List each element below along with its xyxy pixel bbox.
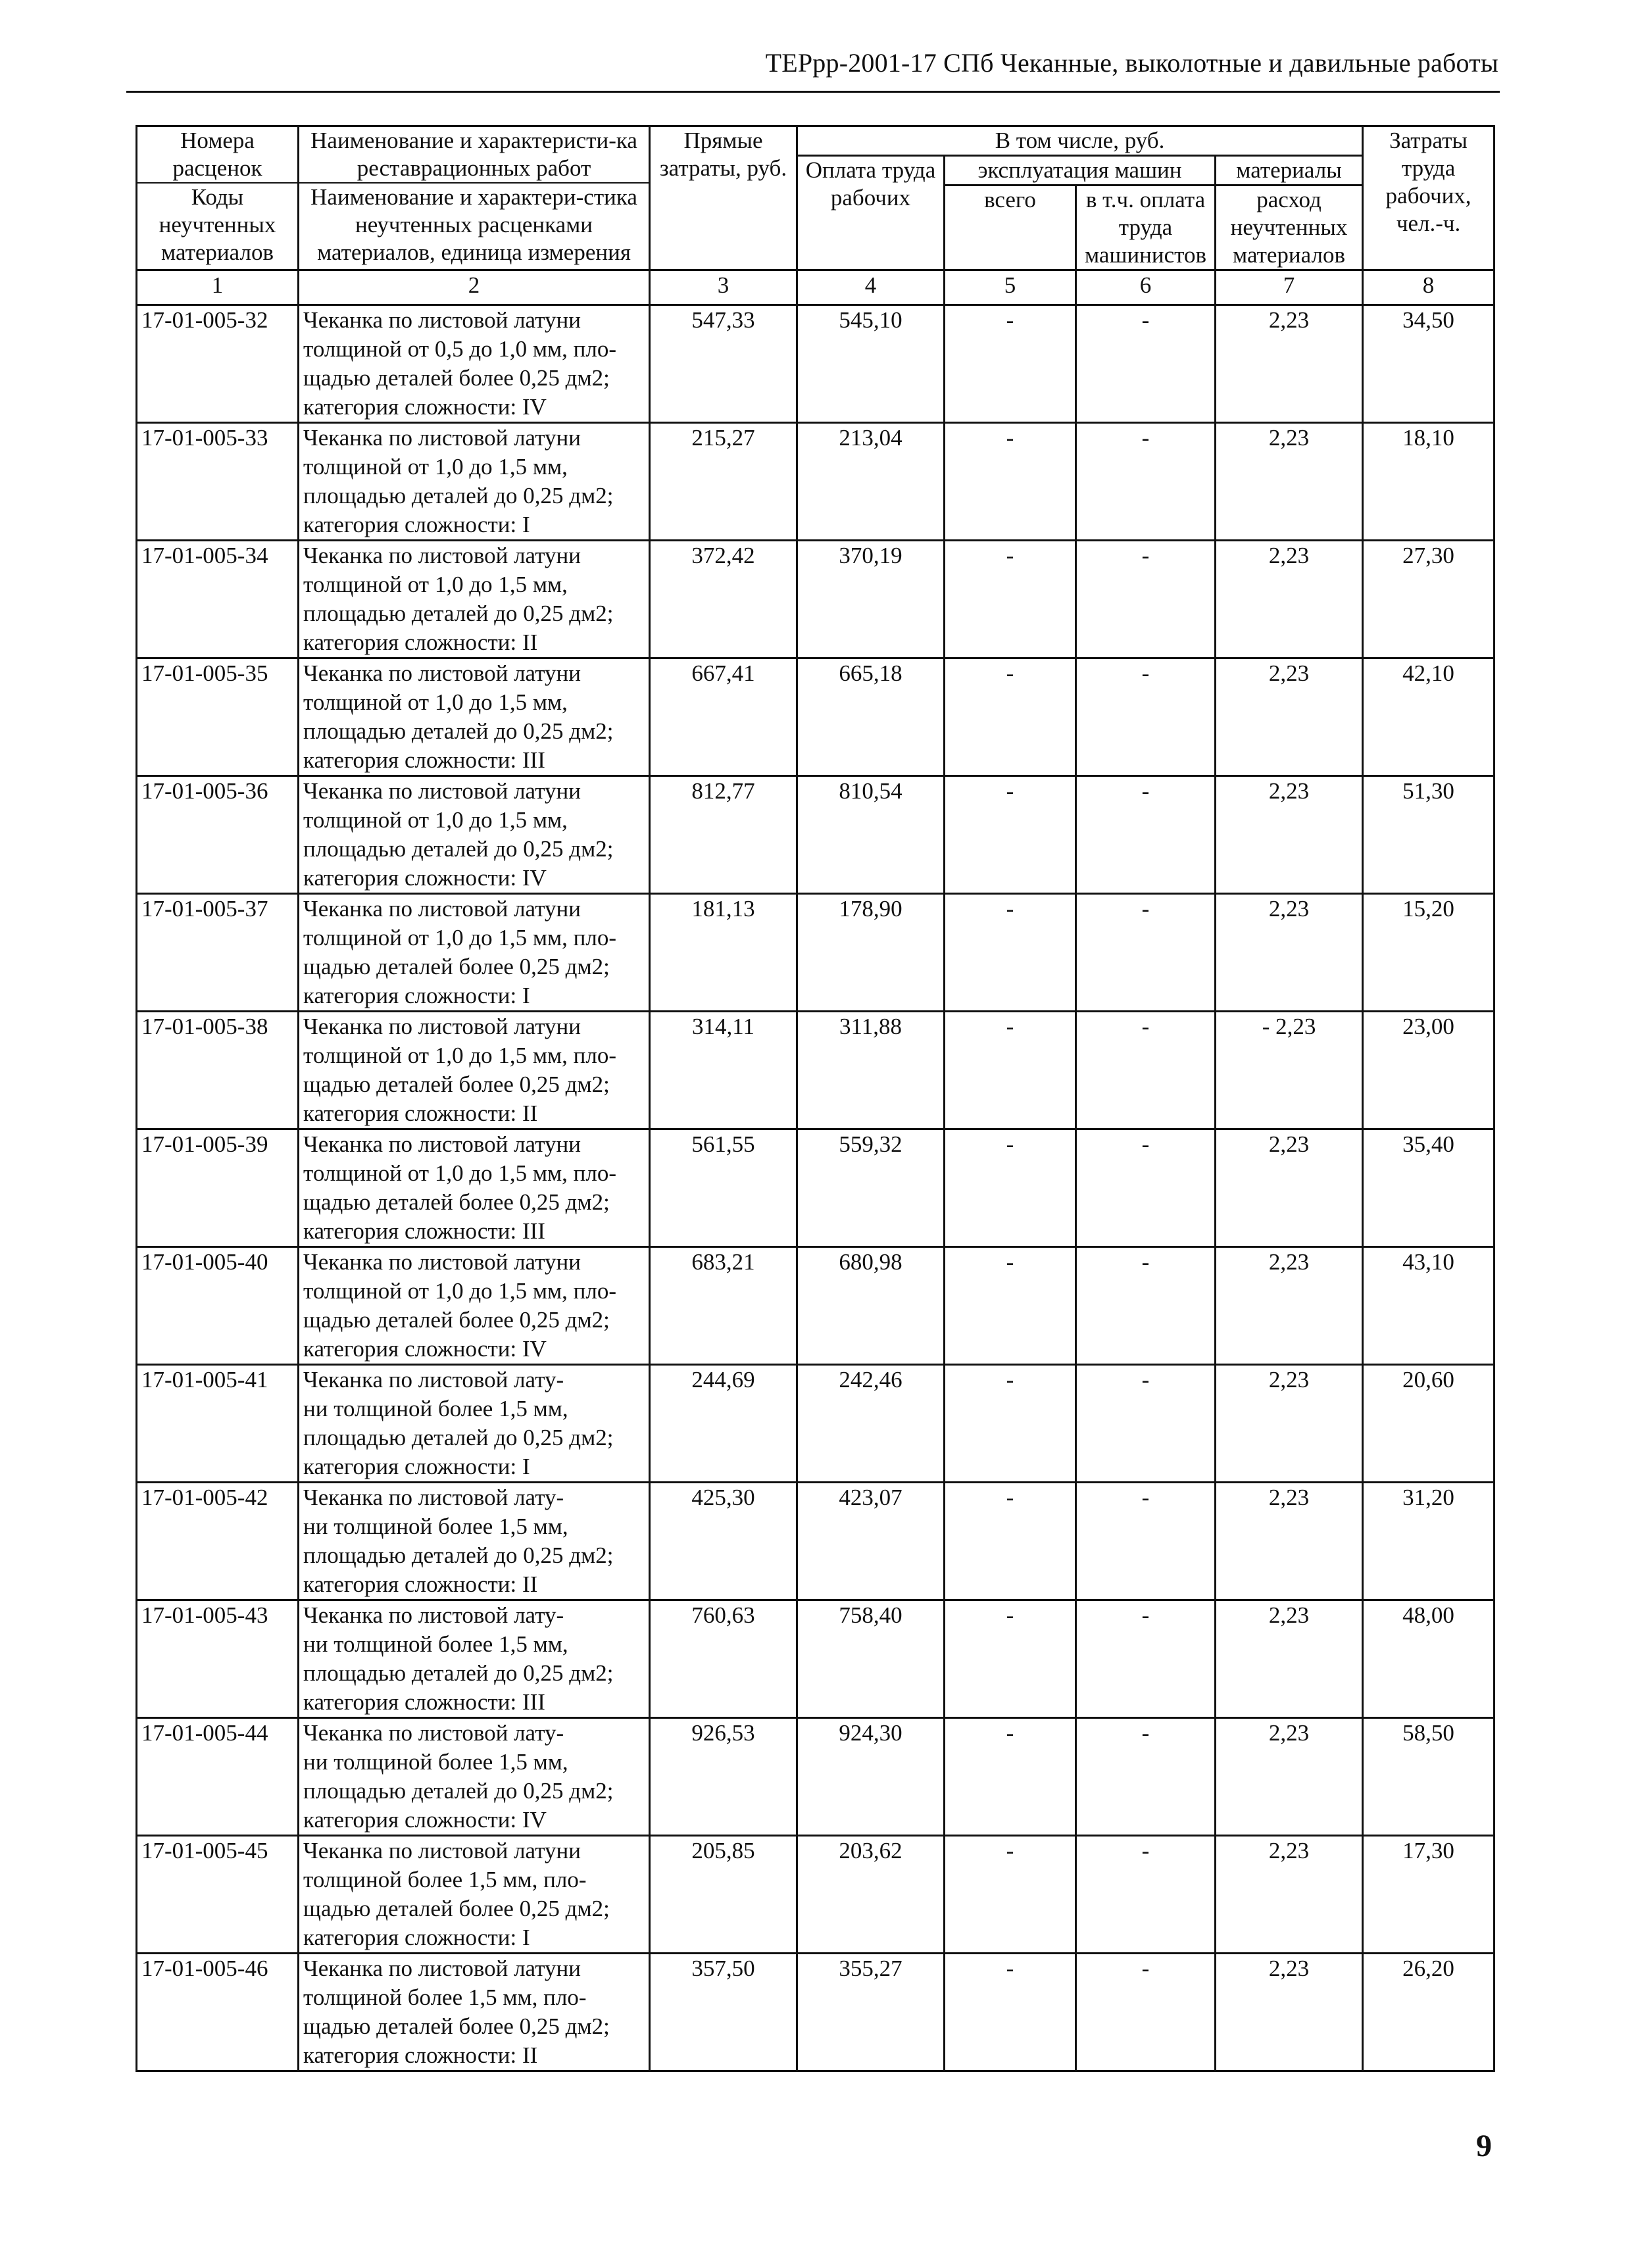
header-col2-top: Наименование и характеристи-ка реставрационных работ <box>310 128 637 181</box>
rate-description-cell: Чеканка по листовой латуни толщиной от 1,0 до 1,5 мм, пло- щадью деталей более 0,25 дм2; категория сложности: III <box>299 1129 650 1247</box>
machines-total-cell: - <box>945 1483 1076 1600</box>
rate-description-cell: Чеканка по листовой лату- ни толщиной более 1,5 мм, площадью деталей до 0,25 дм2; категория сложности: II <box>299 1483 650 1600</box>
labor-pay-cell: 680,98 <box>797 1247 945 1365</box>
header-col2 <box>299 126 650 270</box>
column-number: 7 <box>1216 270 1363 305</box>
column-number: 5 <box>945 270 1076 305</box>
machines-total-cell: - <box>945 1365 1076 1483</box>
rate-code-cell: 17-01-005-36 <box>137 776 299 894</box>
header-col4: Оплата труда рабочих <box>797 156 945 270</box>
materials-cost-cell: 2,23 <box>1216 423 1363 541</box>
direct-costs-cell: 215,27 <box>650 423 797 541</box>
direct-costs-cell: 812,77 <box>650 776 797 894</box>
labor-pay-cell: 203,62 <box>797 1836 945 1954</box>
rate-code-cell: 17-01-005-44 <box>137 1718 299 1836</box>
rate-code-cell: 17-01-005-42 <box>137 1483 299 1600</box>
direct-costs-cell: 372,42 <box>650 541 797 658</box>
labor-hours-cell: 58,50 <box>1363 1718 1494 1836</box>
rate-description-cell: Чеканка по листовой латуни толщиной от 1,0 до 1,5 мм, площадью деталей до 0,25 дм2; категория сложности: III <box>299 658 650 776</box>
rate-code-cell: 17-01-005-46 <box>137 1954 299 2071</box>
direct-costs-cell: 205,85 <box>650 1836 797 1954</box>
table-row <box>137 776 1494 894</box>
machinists-pay-cell: - <box>1076 776 1216 894</box>
materials-cost-cell: 2,23 <box>1216 1129 1363 1247</box>
direct-costs-cell: 683,21 <box>650 1247 797 1365</box>
rate-description-cell: Чеканка по листовой латуни толщиной более 1,5 мм, пло- щадью деталей более 0,25 дм2; категория сложности: I <box>299 1836 650 1954</box>
table-row <box>137 1954 1494 2071</box>
column-number: 3 <box>650 270 797 305</box>
table-body <box>137 305 1494 2071</box>
machinists-pay-cell: - <box>1076 1129 1216 1247</box>
machines-total-cell: - <box>945 1600 1076 1718</box>
header-rule <box>126 91 1500 93</box>
rate-code-cell: 17-01-005-35 <box>137 658 299 776</box>
rate-code-cell: 17-01-005-43 <box>137 1600 299 1718</box>
direct-costs-cell: 760,63 <box>650 1600 797 1718</box>
materials-cost-cell: 2,23 <box>1216 894 1363 1012</box>
labor-pay-cell: 355,27 <box>797 1954 945 2071</box>
machinists-pay-cell: - <box>1076 1954 1216 2071</box>
labor-pay-cell: 370,19 <box>797 541 945 658</box>
materials-cost-cell: 2,23 <box>1216 1365 1363 1483</box>
materials-cost-cell: - 2,23 <box>1216 1012 1363 1129</box>
machinists-pay-cell: - <box>1076 1365 1216 1483</box>
materials-cost-cell: 2,23 <box>1216 1600 1363 1718</box>
rate-description-cell: Чеканка по листовой латуни толщиной от 1,0 до 1,5 мм, пло- щадью деталей более 0,25 дм2; категория сложности: I <box>299 894 650 1012</box>
column-number: 1 <box>137 270 299 305</box>
materials-cost-cell: 2,23 <box>1216 1954 1363 2071</box>
rate-code-cell: 17-01-005-32 <box>137 305 299 423</box>
machines-total-cell: - <box>945 1247 1076 1365</box>
header-group-materials: материалы <box>1216 156 1363 185</box>
table-row <box>137 894 1494 1012</box>
rate-code-cell: 17-01-005-40 <box>137 1247 299 1365</box>
machines-total-cell: - <box>945 423 1076 541</box>
table-row <box>137 658 1494 776</box>
table-row <box>137 541 1494 658</box>
direct-costs-cell: 561,55 <box>650 1129 797 1247</box>
machines-total-cell: - <box>945 1836 1076 1954</box>
column-number: 6 <box>1076 270 1216 305</box>
machinists-pay-cell: - <box>1076 658 1216 776</box>
machinists-pay-cell: - <box>1076 1012 1216 1129</box>
header-col8: Затраты труда рабочих, чел.-ч. <box>1363 126 1494 270</box>
materials-cost-cell: 2,23 <box>1216 1718 1363 1836</box>
rate-description-cell: Чеканка по листовой латуни толщиной от 1,0 до 1,5 мм, площадью деталей до 0,25 дм2; категория сложности: I <box>299 423 650 541</box>
materials-cost-cell: 2,23 <box>1216 541 1363 658</box>
labor-pay-cell: 311,88 <box>797 1012 945 1129</box>
header-col6: в т.ч. оплата труда машинистов <box>1076 185 1216 270</box>
machines-total-cell: - <box>945 658 1076 776</box>
labor-pay-cell: 758,40 <box>797 1600 945 1718</box>
header-col7: расход неучтенных материалов <box>1216 185 1363 270</box>
labor-hours-cell: 26,20 <box>1363 1954 1494 2071</box>
rate-code-cell: 17-01-005-34 <box>137 541 299 658</box>
machines-total-cell: - <box>945 1012 1076 1129</box>
machines-total-cell: - <box>945 541 1076 658</box>
labor-hours-cell: 34,50 <box>1363 305 1494 423</box>
materials-cost-cell: 2,23 <box>1216 305 1363 423</box>
labor-hours-cell: 23,00 <box>1363 1012 1494 1129</box>
rate-description-cell: Чеканка по листовой латуни толщиной от 1,0 до 1,5 мм, пло- щадью деталей более 0,25 дм2; категория сложности: II <box>299 1012 650 1129</box>
labor-hours-cell: 18,10 <box>1363 423 1494 541</box>
machinists-pay-cell: - <box>1076 1600 1216 1718</box>
header-col5: всего <box>945 185 1076 270</box>
direct-costs-cell: 357,50 <box>650 1954 797 2071</box>
column-number: 8 <box>1363 270 1494 305</box>
header-col1 <box>137 126 299 270</box>
table-row <box>137 1483 1494 1600</box>
table-row <box>137 1718 1494 1836</box>
rate-description-cell: Чеканка по листовой латуни толщиной более 1,5 мм, пло- щадью деталей более 0,25 дм2; категория сложности: II <box>299 1954 650 2071</box>
machinists-pay-cell: - <box>1076 423 1216 541</box>
labor-hours-cell: 43,10 <box>1363 1247 1494 1365</box>
header-col2-bottom: Наименование и характери-стика неучтенных расценками материалов, единица измерения <box>299 182 649 266</box>
column-numbers-row <box>137 270 1494 305</box>
page-number: 9 <box>1476 2129 1492 2163</box>
labor-pay-cell: 178,90 <box>797 894 945 1012</box>
machines-total-cell: - <box>945 305 1076 423</box>
header-group-including: В том числе, руб. <box>797 126 1363 156</box>
rates-table <box>136 125 1495 2072</box>
direct-costs-cell: 314,11 <box>650 1012 797 1129</box>
direct-costs-cell: 547,33 <box>650 305 797 423</box>
labor-pay-cell: 665,18 <box>797 658 945 776</box>
machinists-pay-cell: - <box>1076 1718 1216 1836</box>
labor-hours-cell: 51,30 <box>1363 776 1494 894</box>
table-row <box>137 1365 1494 1483</box>
labor-hours-cell: 27,30 <box>1363 541 1494 658</box>
rate-code-cell: 17-01-005-37 <box>137 894 299 1012</box>
labor-hours-cell: 42,10 <box>1363 658 1494 776</box>
materials-cost-cell: 2,23 <box>1216 658 1363 776</box>
machinists-pay-cell: - <box>1076 894 1216 1012</box>
table-row <box>137 1012 1494 1129</box>
labor-hours-cell: 31,20 <box>1363 1483 1494 1600</box>
column-number: 2 <box>299 270 650 305</box>
rate-description-cell: Чеканка по листовой лату- ни толщиной более 1,5 мм, площадью деталей до 0,25 дм2; категория сложности: IV <box>299 1718 650 1836</box>
labor-hours-cell: 48,00 <box>1363 1600 1494 1718</box>
machinists-pay-cell: - <box>1076 1483 1216 1600</box>
materials-cost-cell: 2,23 <box>1216 1247 1363 1365</box>
rate-description-cell: Чеканка по листовой лату- ни толщиной более 1,5 мм, площадью деталей до 0,25 дм2; категория сложности: III <box>299 1600 650 1718</box>
materials-cost-cell: 2,23 <box>1216 776 1363 894</box>
labor-pay-cell: 545,10 <box>797 305 945 423</box>
header-col1-top: Номера расценок <box>172 128 262 181</box>
rate-description-cell: Чеканка по листовой латуни толщиной от 1,0 до 1,5 мм, пло- щадью деталей более 0,25 дм2; категория сложности: IV <box>299 1247 650 1365</box>
materials-cost-cell: 2,23 <box>1216 1483 1363 1600</box>
labor-pay-cell: 924,30 <box>797 1718 945 1836</box>
rate-code-cell: 17-01-005-41 <box>137 1365 299 1483</box>
labor-pay-cell: 810,54 <box>797 776 945 894</box>
machines-total-cell: - <box>945 776 1076 894</box>
labor-pay-cell: 213,04 <box>797 423 945 541</box>
machinists-pay-cell: - <box>1076 1247 1216 1365</box>
rate-code-cell: 17-01-005-38 <box>137 1012 299 1129</box>
labor-pay-cell: 423,07 <box>797 1483 945 1600</box>
direct-costs-cell: 667,41 <box>650 658 797 776</box>
header-group-machines: эксплуатация машин <box>945 156 1216 185</box>
machines-total-cell: - <box>945 1954 1076 2071</box>
table-row <box>137 305 1494 423</box>
table-row <box>137 423 1494 541</box>
table-row <box>137 1247 1494 1365</box>
table-row <box>137 1600 1494 1718</box>
rate-code-cell: 17-01-005-45 <box>137 1836 299 1954</box>
labor-hours-cell: 17,30 <box>1363 1836 1494 1954</box>
labor-hours-cell: 35,40 <box>1363 1129 1494 1247</box>
direct-costs-cell: 181,13 <box>650 894 797 1012</box>
direct-costs-cell: 244,69 <box>650 1365 797 1483</box>
header-col3: Прямые затраты, руб. <box>650 126 797 270</box>
labor-pay-cell: 242,46 <box>797 1365 945 1483</box>
machinists-pay-cell: - <box>1076 541 1216 658</box>
rate-description-cell: Чеканка по листовой латуни толщиной от 1,0 до 1,5 мм, площадью деталей до 0,25 дм2; категория сложности: II <box>299 541 650 658</box>
direct-costs-cell: 425,30 <box>650 1483 797 1600</box>
rate-code-cell: 17-01-005-33 <box>137 423 299 541</box>
rate-code-cell: 17-01-005-39 <box>137 1129 299 1247</box>
rate-description-cell: Чеканка по листовой латуни толщиной от 0,5 до 1,0 мм, пло- щадью деталей более 0,25 дм2; категория сложности: IV <box>299 305 650 423</box>
rate-description-cell: Чеканка по листовой лату- ни толщиной более 1,5 мм, площадью деталей до 0,25 дм2; категория сложности: I <box>299 1365 650 1483</box>
page-header-title: ТЕРрр-2001-17 СПб Чеканные, выколотные и давильные работы <box>765 48 1498 78</box>
labor-hours-cell: 20,60 <box>1363 1365 1494 1483</box>
machines-total-cell: - <box>945 1129 1076 1247</box>
machinists-pay-cell: - <box>1076 1836 1216 1954</box>
table-row <box>137 1836 1494 1954</box>
rate-description-cell: Чеканка по листовой латуни толщиной от 1,0 до 1,5 мм, площадью деталей до 0,25 дм2; категория сложности: IV <box>299 776 650 894</box>
column-number: 4 <box>797 270 945 305</box>
labor-hours-cell: 15,20 <box>1363 894 1494 1012</box>
direct-costs-cell: 926,53 <box>650 1718 797 1836</box>
table-row <box>137 1129 1494 1247</box>
table-header-row-1 <box>137 126 1494 156</box>
labor-pay-cell: 559,32 <box>797 1129 945 1247</box>
machinists-pay-cell: - <box>1076 305 1216 423</box>
machines-total-cell: - <box>945 894 1076 1012</box>
machines-total-cell: - <box>945 1718 1076 1836</box>
materials-cost-cell: 2,23 <box>1216 1836 1363 1954</box>
header-col1-bottom: Коды неучтенных материалов <box>137 182 297 266</box>
